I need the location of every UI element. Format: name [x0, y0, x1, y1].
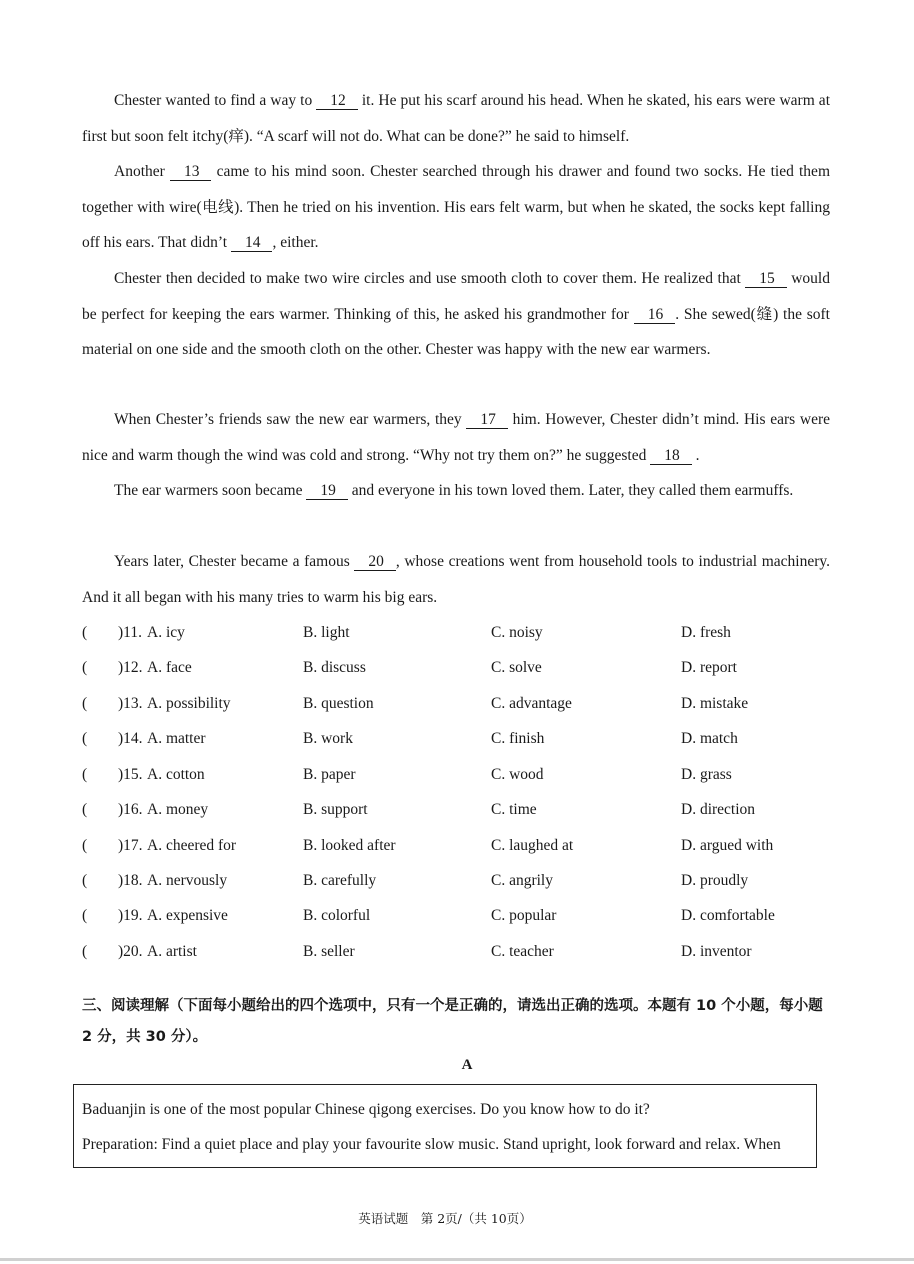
question-number: )18.: [118, 872, 143, 889]
question-number: )15.: [118, 766, 143, 783]
page-bottom-divider: [0, 1258, 914, 1261]
answer-paren[interactable]: (: [82, 907, 88, 924]
option-b: B. discuss: [303, 659, 366, 676]
paragraph-4: [82, 402, 830, 473]
paragraph-2: [82, 154, 830, 261]
answer-paren[interactable]: (: [82, 943, 88, 960]
option-b: B. looked after: [303, 837, 396, 854]
question-row-20: [82, 934, 842, 969]
page-footer: 英语试题 第 2页/（共 10页）: [358, 1211, 532, 1226]
blank-14: 14: [231, 235, 273, 252]
paragraph-text: Another: [114, 163, 170, 180]
blank-20: 20: [354, 554, 396, 571]
answer-paren[interactable]: (: [82, 766, 88, 783]
option-c: C. teacher: [491, 943, 554, 960]
option-c: C. time: [491, 801, 537, 818]
question-row-13: [82, 686, 842, 721]
question-number: )16.: [118, 801, 143, 818]
blank-13: 13: [170, 164, 212, 181]
option-b: B. carefully: [303, 872, 377, 889]
option-c: C. noisy: [491, 624, 543, 641]
paragraph-text: came to his mind soon. Chester searched through his drawer and found two socks. He tied them together with wire(电线). Then he tried on his invention. His ears felt warm, but when he skated, the socks kept falling off his ears. That didn’t: [82, 163, 830, 251]
question-number: )19.: [118, 907, 143, 924]
question-number: )13.: [118, 695, 143, 712]
paragraph-3: [82, 261, 830, 368]
paragraph-text: it. He put his scarf around his head. When he skated, his ears were warm at first but soon felt itchy(痒). “A scarf will not do. What can be done?” he said to himself.: [82, 92, 830, 145]
paragraph-text: Chester then decided to make two wire circles and use smooth cloth to cover them. He realized that: [114, 270, 746, 287]
answer-paren[interactable]: (: [82, 624, 88, 641]
paragraph-text: Chester wanted to find a way to: [114, 92, 317, 109]
option-d: D. comfortable: [681, 907, 775, 924]
option-c: C. advantage: [491, 695, 572, 712]
answer-paren[interactable]: (: [82, 837, 88, 854]
option-a: A. artist: [147, 943, 197, 960]
option-a: A. face: [147, 659, 192, 676]
passage-line-1: Baduanjin is one of the most popular Chinese qigong exercises. Do you know how to do it?: [82, 1101, 650, 1118]
option-b: B. paper: [303, 766, 356, 783]
paragraph-text: , either.: [272, 234, 319, 251]
answer-paren[interactable]: (: [82, 659, 88, 676]
option-b: B. work: [303, 730, 353, 747]
blank-19: 19: [306, 483, 348, 500]
option-a: A. cheered for: [147, 837, 237, 854]
option-b: B. question: [303, 695, 374, 712]
paragraph-text: , whose creations went from household tools to industrial machinery. And it all began with his many tries to warm his big ears.: [82, 553, 830, 606]
paragraph-text: When Chester’s friends saw the new ear warmers, they: [114, 411, 467, 428]
answer-paren[interactable]: (: [82, 801, 88, 818]
paragraph-text: and everyone in his town loved them. Later, they called them earmuffs.: [347, 482, 794, 499]
option-d: D. argued with: [681, 837, 774, 854]
option-d: D. grass: [681, 766, 732, 783]
section-heading: 三、阅读理解（下面每小题给出的四个选项中，只有一个是正确的，请选出正确的选项。本题有 10 个小题，每小题 2 分，共 30 分）。: [82, 998, 823, 1045]
option-a: A. possibility: [147, 695, 231, 712]
option-c: C. wood: [491, 766, 544, 783]
option-d: D. inventor: [681, 943, 752, 960]
option-c: C. angrily: [491, 872, 553, 889]
option-b: B. seller: [303, 943, 355, 960]
option-c: C. solve: [491, 659, 542, 676]
answer-paren[interactable]: (: [82, 695, 88, 712]
option-d: D. direction: [681, 801, 756, 818]
option-a: A. expensive: [147, 907, 228, 924]
passage-label: A: [461, 1057, 473, 1073]
question-row-18: [82, 863, 842, 898]
question-row-17: [82, 828, 842, 863]
option-a: A. cotton: [147, 766, 205, 783]
option-b: B. light: [303, 624, 350, 641]
option-a: A. matter: [147, 730, 206, 747]
blank-17: 17: [466, 412, 508, 429]
option-d: D. proudly: [681, 872, 749, 889]
paragraph-text: . She sewed(缝) the soft material on one side and the smooth cloth on the other. Chester was happy with the new ear warmers.: [82, 305, 830, 358]
question-row-14: [82, 721, 842, 756]
option-d: D. match: [681, 730, 738, 747]
paragraph-text: would be perfect for keeping the ears warmer. Thinking of this, he asked his grandmother for: [82, 270, 830, 323]
blank-15: 15: [745, 271, 787, 288]
paragraph-5: [82, 473, 830, 509]
option-a: A. money: [147, 801, 209, 818]
blank-12: 12: [316, 93, 358, 110]
question-number: )20.: [118, 943, 143, 960]
passage-line-2: Preparation: Find a quiet place and play your favourite slow music. Stand upright, look forward and relax. When: [82, 1136, 781, 1153]
paragraph-text: him. However, Chester didn’t mind. His ears were nice and warm though the wind was cold and strong. “Why not try them on?” he suggested: [82, 411, 830, 464]
question-number: )11.: [118, 624, 142, 641]
paragraph-6: [82, 544, 830, 615]
paragraph-text: The ear warmers soon became: [114, 482, 307, 499]
option-d: D. mistake: [681, 695, 749, 712]
paragraph-1: [82, 83, 830, 154]
reading-passage-box: [73, 1084, 817, 1168]
paragraph-text: Years later, Chester became a famous: [114, 553, 355, 570]
answer-paren[interactable]: (: [82, 730, 88, 747]
option-b: B. support: [303, 801, 368, 818]
blank-18: 18: [650, 448, 692, 465]
question-row-19: [82, 898, 842, 933]
option-a: A. icy: [147, 624, 185, 641]
paragraph-text: .: [691, 446, 700, 464]
option-b: B. colorful: [303, 907, 371, 924]
question-number: )12.: [118, 659, 143, 676]
answer-paren[interactable]: (: [82, 872, 88, 889]
blank-16: 16: [634, 307, 676, 324]
question-row-15: [82, 757, 842, 792]
option-c: C. laughed at: [491, 837, 574, 854]
option-c: C. popular: [491, 907, 557, 924]
option-c: C. finish: [491, 730, 545, 747]
question-number: )14.: [118, 730, 143, 747]
question-row-16: [82, 792, 842, 827]
option-d: D. report: [681, 659, 737, 676]
question-number: )17.: [118, 837, 143, 854]
question-row-12: [82, 650, 842, 685]
option-a: A. nervously: [147, 872, 228, 889]
question-row-11: [82, 615, 842, 650]
option-d: D. fresh: [681, 624, 731, 641]
